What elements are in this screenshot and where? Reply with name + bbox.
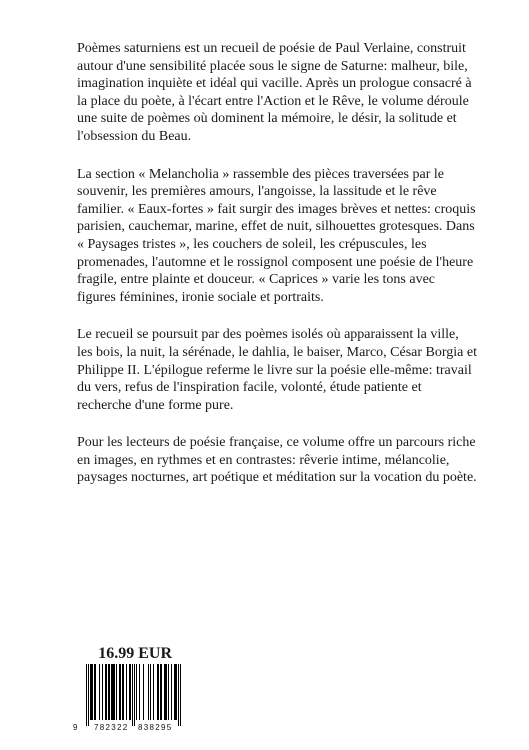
barcode-bar (143, 664, 144, 720)
barcode-bar (114, 664, 115, 720)
barcode-bar (119, 664, 120, 720)
barcode-bar (150, 664, 151, 720)
blurb-paragraph-1: Poèmes saturniens est un recueil de poésie de Paul Verlaine, construit autour d'une sensibilité placée sous le signe de Saturne: malheur, bile, imagination inquiète et idéal qui vacille. Après un prologue consacré à la place du poète, à l'écart entre l'Action et le Rêve, le volume déroule une suite de poèmes où dominent la mémoire, le désir, la solitude et l'obsession du Beau. (77, 41, 472, 144)
barcode-bar (111, 664, 112, 720)
barcode-bar (158, 664, 159, 720)
barcode-bar (168, 664, 169, 720)
barcode-bar (95, 664, 96, 720)
barcode-bar (130, 664, 131, 720)
barcode-bar (106, 664, 107, 720)
barcode-bar (161, 664, 162, 720)
barcode-bar (165, 664, 166, 720)
barcode-bar (102, 664, 103, 720)
barcode-bar (171, 664, 172, 720)
barcode-bar (108, 664, 109, 720)
barcode-bar (136, 664, 137, 720)
barcode-bar (176, 664, 177, 720)
barcode-bar (175, 664, 176, 720)
barcode-bar (112, 664, 113, 720)
barcode-bar (139, 664, 140, 720)
barcode-bar (126, 664, 127, 720)
barcode-bar (92, 664, 93, 720)
barcode-right-digits: 838295 (138, 723, 173, 732)
barcode-bar (153, 664, 154, 720)
blurb-paragraph-4: Pour les lecteurs de poésie française, ce volume offre un parcours riche en images, en rythmes et en contrastes: rêverie intime, mélancolie, paysages nocturnes, art poétique et méditation sur la vocation du poète. (77, 435, 477, 486)
barcode-bar (166, 664, 167, 720)
blurb-paragraph-2: La section « Melancholia » rassemble des pièces traversées par le souvenir, les premières amours, l'angoisse, la lassitude et le rêve familier. « Eaux-fortes » fait surgir des images brèves et nettes: croquis parisien, cauchemar, marine, effet de nuit, silhouettes grotesques. Dans « Paysages tristes », les couchers de soleil, les crépuscules, les promenades, l'automne et le rossignol composent une poésie de l'heure fragile, entre plainte et douceur. « Caprices » varie les tons avec figures féminines, ironie sociale et portraits. (77, 166, 476, 305)
barcode-bar (134, 664, 135, 726)
blurb-text (77, 40, 477, 507)
price-label: 16.99 EUR (98, 645, 172, 662)
barcode-first-digit: 9 (73, 723, 79, 732)
barcode-bar (160, 664, 161, 720)
barcode-bar (120, 664, 121, 720)
barcode-bar (132, 664, 133, 726)
barcode-bar (122, 664, 123, 720)
barcode-left-digits: 782322 (94, 723, 129, 732)
blurb-paragraph-3: Le recueil se poursuit par des poèmes isolés où apparaissent la ville, les bois, la nuit, la sérénade, le dahlia, le baiser, Marco, César Borgia et Philippe II. L'épilogue referme le livre sur la poésie elle-même: travail du vers, refus de l'inspiration facile, volonté, étude patiente et recherche d'une forme pure. (77, 327, 477, 413)
barcode-bar (88, 664, 89, 726)
barcode-bar (91, 664, 92, 720)
barcode-bar (113, 664, 114, 720)
barcode-bar (94, 664, 95, 720)
barcode-bars (84, 664, 184, 726)
barcode-bar (109, 664, 110, 720)
barcode-bar (116, 664, 117, 720)
barcode-bar (164, 664, 165, 720)
barcode-bar (123, 664, 124, 720)
barcode-bar (105, 664, 106, 720)
barcode-bar (148, 664, 149, 720)
barcode-bar (180, 664, 181, 726)
barcode-bar (86, 664, 87, 726)
barcode-bar (174, 664, 175, 720)
barcode-bar (99, 664, 100, 720)
barcode-bar (90, 664, 91, 720)
barcode-bar (178, 664, 179, 726)
barcode-bar (157, 664, 158, 720)
barcode-bar (129, 664, 130, 720)
